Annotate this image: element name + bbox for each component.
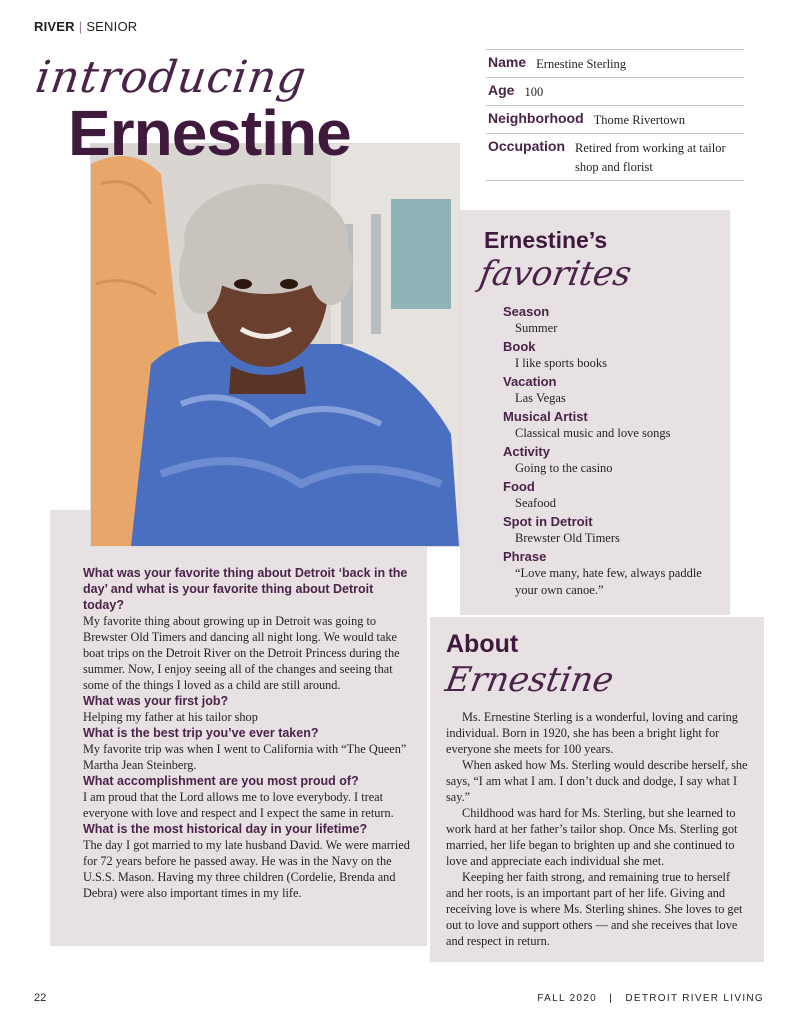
stat-value: Ernestine Sterling: [536, 57, 627, 71]
profile-stats-table: [486, 49, 744, 181]
stat-label: Neighborhood: [488, 110, 584, 127]
about-heading: About: [446, 630, 519, 658]
stat-value: Thome Rivertown: [593, 113, 685, 128]
favorites-heading: Ernestine’s: [484, 227, 608, 253]
interview-question: What was your favorite thing about Detroit ‘back in the day’ and what is your favorite thing about Detroit today?: [83, 566, 408, 612]
favorite-value: Classical music and love songs: [515, 426, 671, 440]
section-sublabel: SENIOR: [86, 19, 138, 34]
section-label: RIVER: [34, 19, 75, 34]
interview-answer: The day I got married to my late husband David. We were married for 72 years before he passed away. He was in the Navy on the U.S.S. Mason. Having my three children (Cordelie, Brenda and Debra) were also important times in my life.: [83, 838, 410, 900]
section-separator: |: [78, 19, 83, 34]
interview-question: What is the best trip you’ve ever taken?: [83, 726, 319, 740]
favorite-value: Seafood: [515, 496, 556, 510]
about-body: [446, 709, 750, 949]
portrait-illustration: [91, 144, 459, 546]
stat-row-name: [486, 49, 744, 77]
stat-label: Occupation: [488, 138, 566, 155]
about-paragraph: Childhood was hard for Ms. Sterling, but she learned to work hard at her father’s tailor shop. Once Ms. Sterling got married, her life began to brighten up and she continued to love and appreciate each individual she met.: [446, 806, 738, 868]
interview-question: What accomplishment are you most proud of?: [83, 774, 359, 788]
interview-answer: Helping my father at his tailor shop: [83, 710, 258, 724]
interview-question: What is the most historical day in your lifetime?: [83, 822, 368, 836]
interview-answer: My favorite trip was when I went to California with “The Queen” Martha Jean Steinberg.: [83, 742, 407, 772]
stat-label: Name: [488, 54, 527, 70]
about-script-heading: Ernestine: [442, 660, 617, 700]
footer-publication: FALL 2020 | DETROIT RIVER LIVING: [537, 993, 764, 1004]
stat-label: Age: [488, 82, 515, 99]
stat-row-age: [486, 77, 744, 105]
about-paragraph: When asked how Ms. Sterling would describe herself, she says, “I am what I am. I don’t duck and dodge, I say what I say.”: [446, 758, 748, 804]
page-title: Ernestine: [68, 97, 351, 169]
interview-list: [83, 565, 413, 901]
favorite-value: “Love many, hate few, always paddle your own canoe.”: [515, 566, 702, 597]
stat-row-neighborhood: [486, 105, 744, 133]
favorite-value: Brewster Old Timers: [515, 531, 620, 545]
section-tag: [34, 19, 137, 34]
intro-script-heading: introducing: [32, 52, 310, 103]
favorite-value: Las Vegas: [515, 391, 566, 405]
favorite-label: Phrase: [503, 549, 547, 564]
stat-value: Retired from working at tailor shop and florist: [575, 141, 726, 174]
favorite-value: I like sports books: [515, 356, 608, 370]
stat-value: 100: [524, 85, 544, 100]
favorite-label: Book: [503, 339, 536, 354]
interview-answer: I am proud that the Lord allows me to love everybody. I treat everyone with love and respect and I expect the same in return.: [83, 790, 394, 820]
favorite-value: Summer: [515, 321, 558, 335]
interview-answer: My favorite thing about growing up in Detroit was going to Brewster Old Timers and dancing all night long. We would take boat trips on the Detroit River on the Detroit Princess during the summer. Now, I enjoy seeing all of the changes and seeing that some of the things I loved as a child are still around.: [83, 614, 400, 692]
about-paragraph: Ms. Ernestine Sterling is a wonderful, loving and caring individual. Born in 1920, she has been a bright light for everyone she meets for 100 years.: [446, 710, 738, 756]
page-number: 22: [34, 992, 47, 1004]
portrait-photo: [90, 143, 460, 547]
stat-row-occupation: [486, 133, 744, 180]
about-paragraph: Keeping her faith strong, and remaining true to herself and her roots, is an important part of her life. Giving and receiving love is where Ms. Sterling shines. She loves to get out to love and support others — and she receives that love and respect in return.: [446, 870, 743, 948]
favorite-label: Vacation: [503, 374, 557, 389]
favorites-list: [503, 303, 725, 600]
favorite-label: Season: [503, 304, 550, 319]
favorite-label: Food: [503, 479, 535, 494]
favorite-label: Activity: [503, 444, 550, 459]
favorites-script-heading: favorites: [476, 254, 635, 294]
favorite-label: Spot in Detroit: [503, 514, 593, 529]
favorite-label: Musical Artist: [503, 409, 588, 424]
interview-question: What was your first job?: [83, 694, 229, 708]
favorite-value: Going to the casino: [515, 461, 613, 475]
